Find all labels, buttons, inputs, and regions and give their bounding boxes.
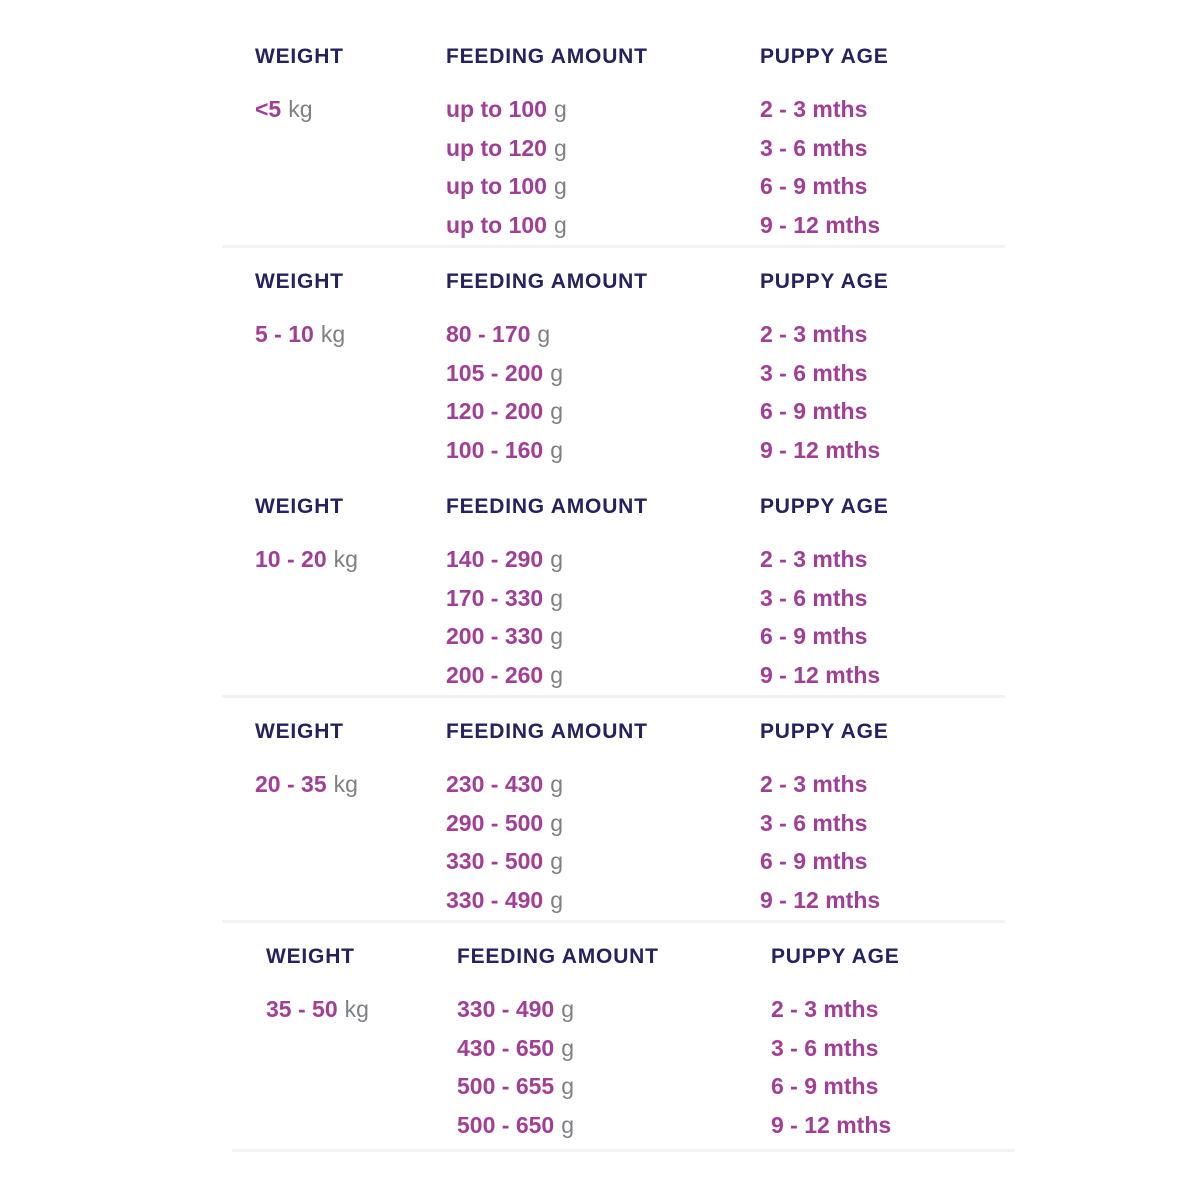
amount-unit: g	[550, 623, 563, 649]
weight-unit: kg	[320, 321, 346, 347]
column-header-weight: WEIGHT	[266, 945, 355, 968]
feeding-table-section	[0, 719, 1200, 944]
feeding-table-section	[0, 494, 1200, 719]
amount-number: 430 - 650	[457, 1034, 555, 1061]
feeding-amount-value	[446, 392, 760, 431]
feeding-amount-value	[446, 90, 760, 129]
weight-value	[255, 765, 446, 804]
puppy-age-column	[760, 494, 1200, 694]
amount-number: 200 - 330	[446, 623, 544, 649]
feeding-amount-value	[446, 881, 760, 920]
puppy-age-column	[760, 269, 1200, 469]
puppy-age-value: 2 - 3 mths	[760, 546, 868, 572]
feeding-amount-column	[446, 719, 760, 919]
section-divider	[222, 695, 1005, 698]
weight-number: <5	[255, 96, 282, 122]
puppy-age-value: 3 - 6 mths	[760, 584, 868, 611]
feeding-amount-value	[457, 1106, 771, 1145]
amount-unit: g	[550, 661, 563, 688]
weight-number: 20 - 35	[255, 771, 327, 797]
amount-unit: g	[553, 173, 567, 199]
feeding-amount-value	[457, 1067, 771, 1106]
feeding-amount-value	[446, 129, 760, 168]
column-header-feeding-amount: FEEDING AMOUNT	[446, 270, 648, 293]
weight-column	[255, 494, 446, 579]
weight-unit: kg	[288, 96, 313, 122]
column-header-weight: WEIGHT	[255, 45, 344, 68]
amount-unit: g	[550, 848, 563, 874]
feeding-amount-value	[457, 1029, 771, 1068]
amount-number: 200 - 260	[446, 661, 544, 688]
amount-unit: g	[550, 359, 563, 386]
amount-unit: g	[550, 436, 563, 463]
feeding-amount-value	[446, 656, 760, 695]
amount-number: 500 - 655	[457, 1073, 555, 1099]
puppy-age-value: 3 - 6 mths	[771, 1034, 879, 1061]
weight-value	[266, 990, 457, 1029]
feeding-amount-value	[446, 804, 760, 843]
weight-column	[266, 944, 457, 1029]
puppy-age-value: 6 - 9 mths	[760, 623, 868, 649]
puppy-age-column	[760, 719, 1200, 919]
puppy-age-value: 3 - 6 mths	[760, 359, 868, 386]
amount-unit: g	[550, 584, 563, 611]
weight-number: 35 - 50	[266, 996, 338, 1022]
amount-unit: g	[550, 886, 563, 913]
amount-number: 330 - 490	[446, 886, 544, 913]
amount-number: 80 - 170	[446, 321, 531, 347]
feeding-amount-value	[457, 990, 771, 1029]
feeding-table-section	[0, 269, 1200, 494]
feeding-amount-value	[446, 315, 760, 354]
feeding-amount-column	[446, 44, 760, 244]
amount-number: 330 - 500	[446, 848, 544, 874]
puppy-age-value: 3 - 6 mths	[760, 134, 868, 161]
weight-unit: kg	[333, 771, 358, 797]
amount-number: 105 - 200	[446, 359, 544, 386]
column-header-puppy-age: PUPPY AGE	[760, 720, 889, 743]
puppy-age-value: 9 - 12 mths	[771, 1111, 892, 1138]
column-header-weight: WEIGHT	[255, 720, 344, 743]
amount-number: up to 100	[446, 173, 547, 199]
amount-number: 330 - 490	[457, 996, 555, 1022]
puppy-age-value: 2 - 3 mths	[760, 321, 868, 347]
puppy-age-value: 9 - 12 mths	[760, 661, 881, 688]
amount-number: 140 - 290	[446, 546, 544, 572]
weight-unit: kg	[333, 546, 358, 572]
feeding-amount-value	[446, 167, 760, 206]
amount-number: up to 120	[446, 134, 547, 161]
amount-unit: g	[553, 134, 567, 161]
puppy-age-value: 6 - 9 mths	[760, 398, 868, 424]
amount-number: 230 - 430	[446, 771, 544, 797]
puppy-age-value: 2 - 3 mths	[771, 996, 879, 1022]
puppy-age-value: 3 - 6 mths	[760, 809, 868, 836]
amount-unit: g	[550, 398, 563, 424]
puppy-age-value: 6 - 9 mths	[760, 173, 868, 199]
feeding-amount-value	[446, 206, 760, 245]
amount-unit: g	[561, 1111, 574, 1138]
column-header-feeding-amount: FEEDING AMOUNT	[446, 720, 648, 743]
puppy-age-column	[771, 944, 1200, 1144]
feeding-amount-value	[446, 765, 760, 804]
weight-column	[255, 719, 446, 804]
amount-number: up to 100	[446, 211, 547, 238]
amount-unit: g	[553, 96, 567, 122]
amount-number: 500 - 650	[457, 1111, 555, 1138]
puppy-age-value: 2 - 3 mths	[760, 771, 868, 797]
feeding-amount-value	[446, 431, 760, 470]
amount-unit: g	[550, 546, 563, 572]
column-header-puppy-age: PUPPY AGE	[771, 945, 900, 968]
amount-number: 120 - 200	[446, 398, 544, 424]
column-header-feeding-amount: FEEDING AMOUNT	[446, 45, 648, 68]
puppy-age-value: 9 - 12 mths	[760, 436, 881, 463]
amount-unit: g	[550, 809, 563, 836]
amount-number: 100 - 160	[446, 436, 544, 463]
amount-unit: g	[561, 996, 574, 1022]
column-header-puppy-age: PUPPY AGE	[760, 45, 889, 68]
weight-column	[255, 44, 446, 129]
amount-number: 290 - 500	[446, 809, 544, 836]
puppy-age-column	[760, 44, 1200, 244]
amount-unit: g	[537, 321, 551, 347]
feeding-amount-column	[446, 269, 760, 469]
column-header-feeding-amount: FEEDING AMOUNT	[446, 495, 648, 518]
amount-unit: g	[561, 1073, 574, 1099]
amount-unit: g	[550, 771, 563, 797]
puppy-age-value: 9 - 12 mths	[760, 211, 881, 238]
feeding-amount-column	[446, 494, 760, 694]
column-header-puppy-age: PUPPY AGE	[760, 495, 889, 518]
puppy-age-value: 6 - 9 mths	[760, 848, 868, 874]
weight-value	[255, 540, 446, 579]
amount-number: 170 - 330	[446, 584, 544, 611]
feeding-table-section	[0, 44, 1200, 269]
amount-unit: g	[553, 211, 567, 238]
feeding-amount-value	[446, 842, 760, 881]
column-header-weight: WEIGHT	[255, 495, 344, 518]
feeding-amount-value	[446, 579, 760, 618]
weight-number: 10 - 20	[255, 546, 327, 572]
weight-value	[255, 90, 446, 129]
column-header-feeding-amount: FEEDING AMOUNT	[457, 945, 659, 968]
column-header-weight: WEIGHT	[255, 270, 344, 293]
section-divider	[232, 1149, 1015, 1152]
puppy-age-value: 6 - 9 mths	[771, 1073, 879, 1099]
section-divider	[222, 920, 1005, 923]
weight-unit: kg	[344, 996, 369, 1022]
section-divider	[222, 245, 1005, 248]
amount-number: up to 100	[446, 96, 547, 122]
amount-unit: g	[561, 1034, 574, 1061]
weight-value	[255, 315, 446, 354]
feeding-amount-value	[446, 617, 760, 656]
puppy-age-value: 2 - 3 mths	[760, 96, 868, 122]
feeding-table-section	[0, 944, 1200, 1169]
weight-number: 5 - 10	[255, 321, 314, 347]
feeding-amount-column	[457, 944, 771, 1144]
puppy-age-value: 9 - 12 mths	[760, 886, 881, 913]
feeding-amount-value	[446, 354, 760, 393]
feeding-amount-value	[446, 540, 760, 579]
weight-column	[255, 269, 446, 354]
column-header-puppy-age: PUPPY AGE	[760, 270, 889, 293]
